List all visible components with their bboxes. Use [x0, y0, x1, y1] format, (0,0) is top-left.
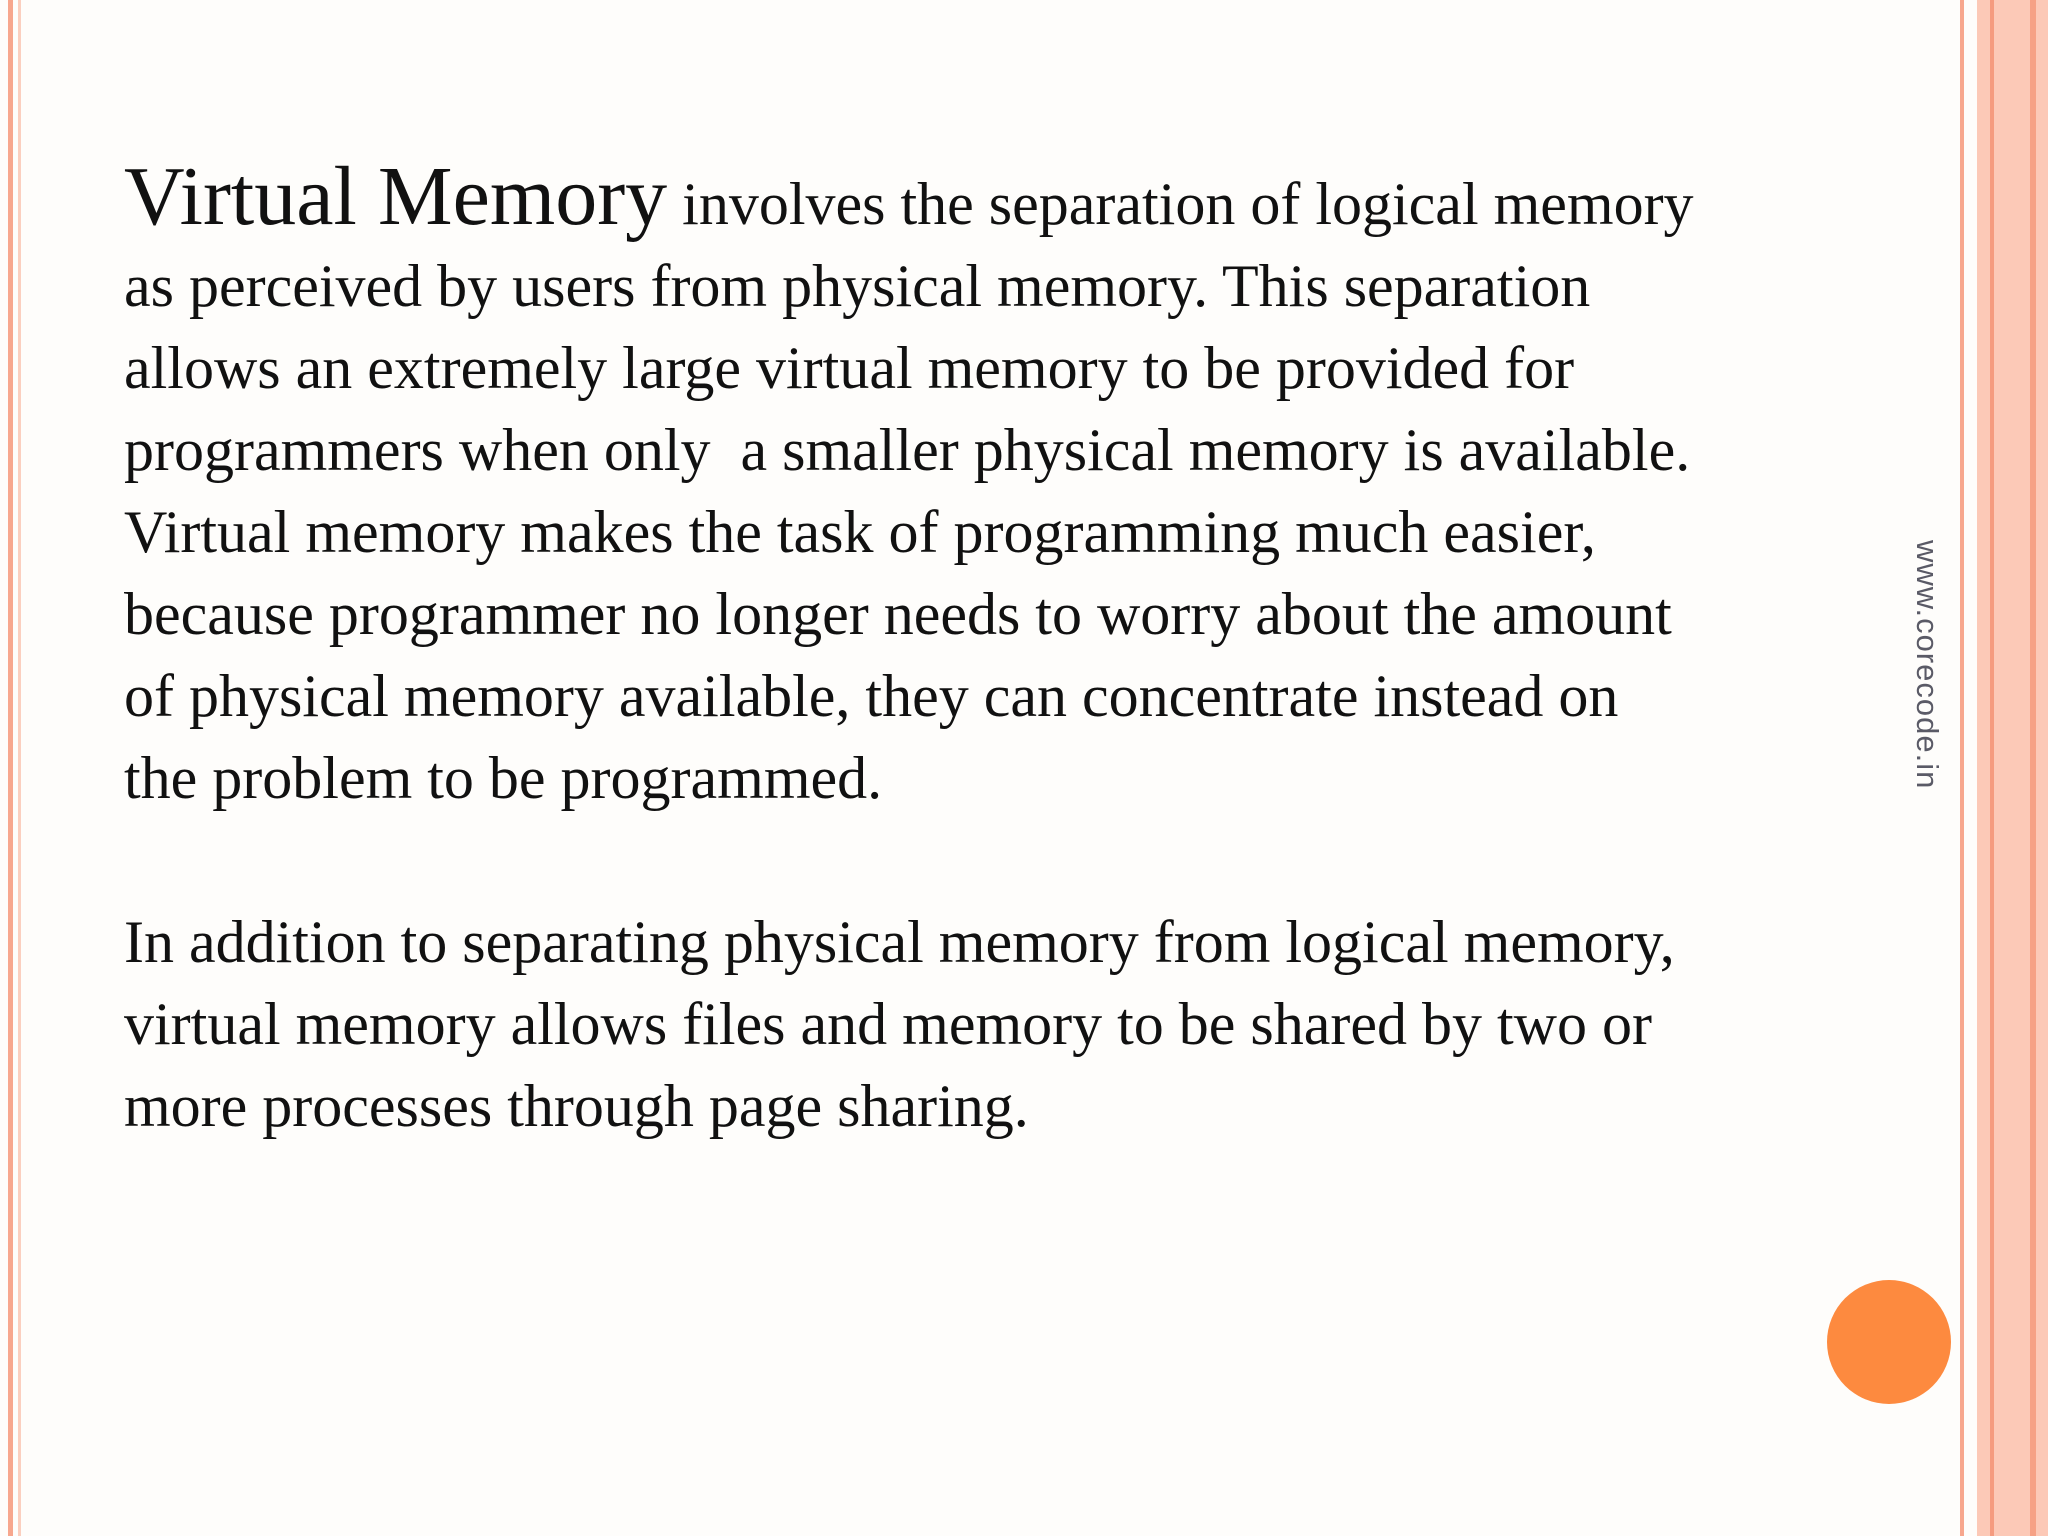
right-border-line	[1960, 0, 1964, 1536]
left-border-line-inner	[18, 0, 21, 1536]
left-border-line	[8, 0, 13, 1536]
paragraph-virtual-memory-definition	[124, 150, 1924, 819]
right-band-stripe-outer	[2030, 0, 2036, 1536]
right-decorative-band	[1977, 0, 2048, 1536]
paragraph-definition-text: involves the separation of logical memory as perceived by users from physical memory. This separation allows an extremely large virtual memory to be provided for programmers when only a smaller physical memory is available. Virtual memory makes the task of programming much easier, because programmer no longer needs to worry about the amount of physical memory available, they can concentrate instead on the problem to be programmed.	[124, 171, 1694, 811]
paragraph-page-sharing: In addition to separating physical memory from logical memory, virtual memory allows files and memory to be shared by two or more processes through page sharing.	[124, 909, 1675, 1139]
watermark-url: www.corecode.in	[1910, 540, 1945, 790]
orange-circle-icon	[1827, 1280, 1951, 1404]
term-virtual-memory: Virtual Memory	[124, 150, 668, 243]
slide-body	[124, 150, 1924, 1147]
right-band-stripe	[1990, 0, 1994, 1536]
